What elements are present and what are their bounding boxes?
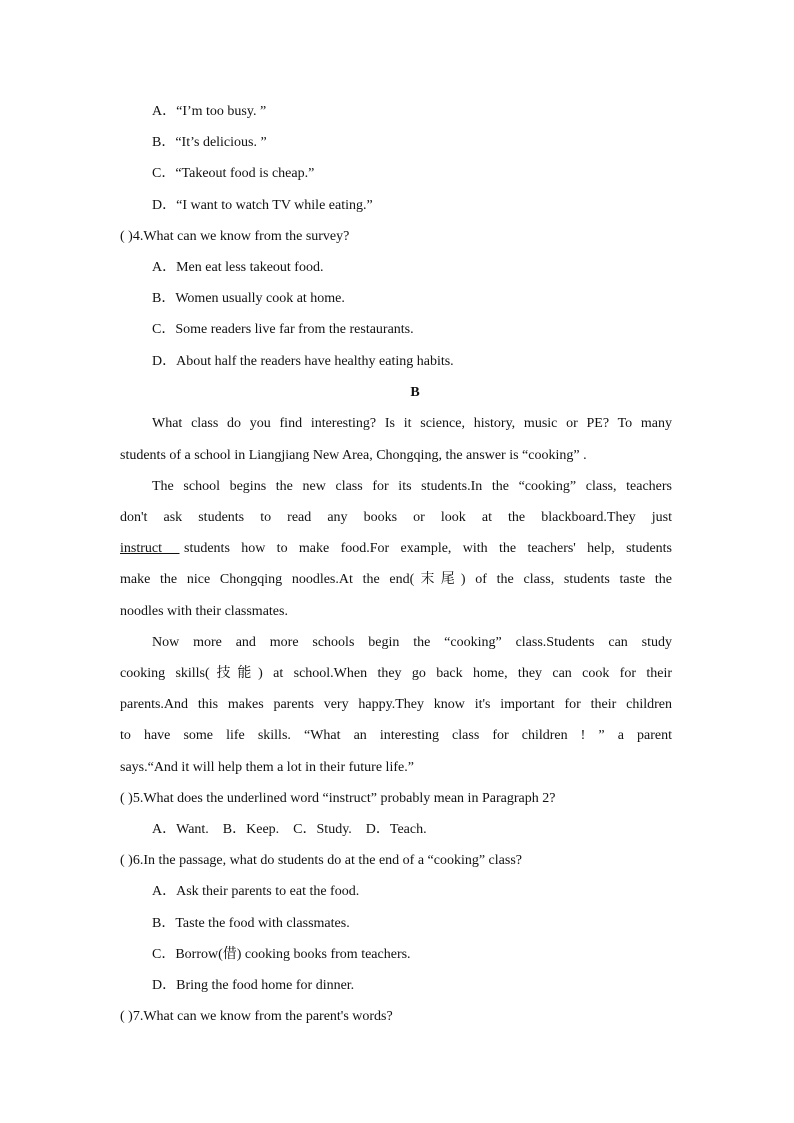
p3-line-5: says.“And it will help them a lot in their future life.” bbox=[120, 760, 414, 775]
p2-line-1: The school begins the new class for its students.In the “cooking” class, teachers bbox=[152, 479, 672, 494]
p3-line-3: parents.And this makes parents very happy.They know it's important for their children bbox=[120, 697, 672, 712]
p2-underlined-word bbox=[120, 540, 180, 558]
p2-line-3: students how to make food.For example, with the teachers' help, students bbox=[184, 541, 672, 556]
q3-option-c: C．“Takeout food is cheap.” bbox=[152, 166, 315, 181]
p1-line-1: What class do you find interesting? Is it science, history, music or PE? To many bbox=[152, 416, 672, 431]
p3-line-1: Now more and more schools begin the “cooking” class.Students can study bbox=[152, 635, 672, 650]
q4-option-d: D．About half the readers have healthy eating habits. bbox=[152, 354, 454, 369]
section-b-heading: B bbox=[410, 385, 420, 400]
q5-stem: ( )5.What does the underlined word “instruct” probably mean in Paragraph 2? bbox=[120, 791, 556, 806]
q7-stem: ( )7.What can we know from the parent's words? bbox=[120, 1009, 393, 1024]
q6-option-a: A．Ask their parents to eat the food. bbox=[152, 884, 360, 899]
p3-line-4: to have some life skills. “What an interesting class for children ! ” a parent bbox=[120, 728, 672, 743]
q4-stem: ( )4.What can we know from the survey? bbox=[120, 229, 350, 244]
q3-option-b: B．“It’s delicious. ” bbox=[152, 135, 267, 150]
p2-line-2: don't ask students to read any books or look at the blackboard.They just bbox=[120, 510, 672, 525]
q5-options: A．Want. B．Keep. C．Study. D．Teach. bbox=[152, 822, 427, 837]
q6-option-c: C．Borrow(借) cooking books from teachers. bbox=[152, 947, 411, 962]
q4-option-a: A．Men eat less takeout food. bbox=[152, 260, 324, 275]
p3-line-2: cooking skills(技能) at school.When they go back home, they can cook for their bbox=[120, 666, 672, 681]
q4-option-c: C．Some readers live far from the restaurants. bbox=[152, 322, 414, 337]
q6-option-d: D．Bring the food home for dinner. bbox=[152, 978, 355, 993]
p2-line-5: noodles with their classmates. bbox=[120, 604, 288, 619]
p2-line-4: make the nice Chongqing noodles.At the end(末尾) of the class, students taste the bbox=[120, 572, 672, 587]
q6-stem: ( )6.In the passage, what do students do at the end of a “cooking” class? bbox=[120, 853, 522, 868]
q3-option-d: D．“I want to watch TV while eating.” bbox=[152, 198, 373, 213]
q6-option-b: B．Taste the food with classmates. bbox=[152, 916, 350, 931]
q3-option-a: A．“I’m too busy. ” bbox=[152, 104, 267, 119]
p1-line-2: students of a school in Liangjiang New Area, Chongqing, the answer is “cooking” . bbox=[120, 448, 587, 463]
q4-option-b: B．Women usually cook at home. bbox=[152, 291, 345, 306]
underlined-instruct: instruct bbox=[120, 541, 162, 556]
